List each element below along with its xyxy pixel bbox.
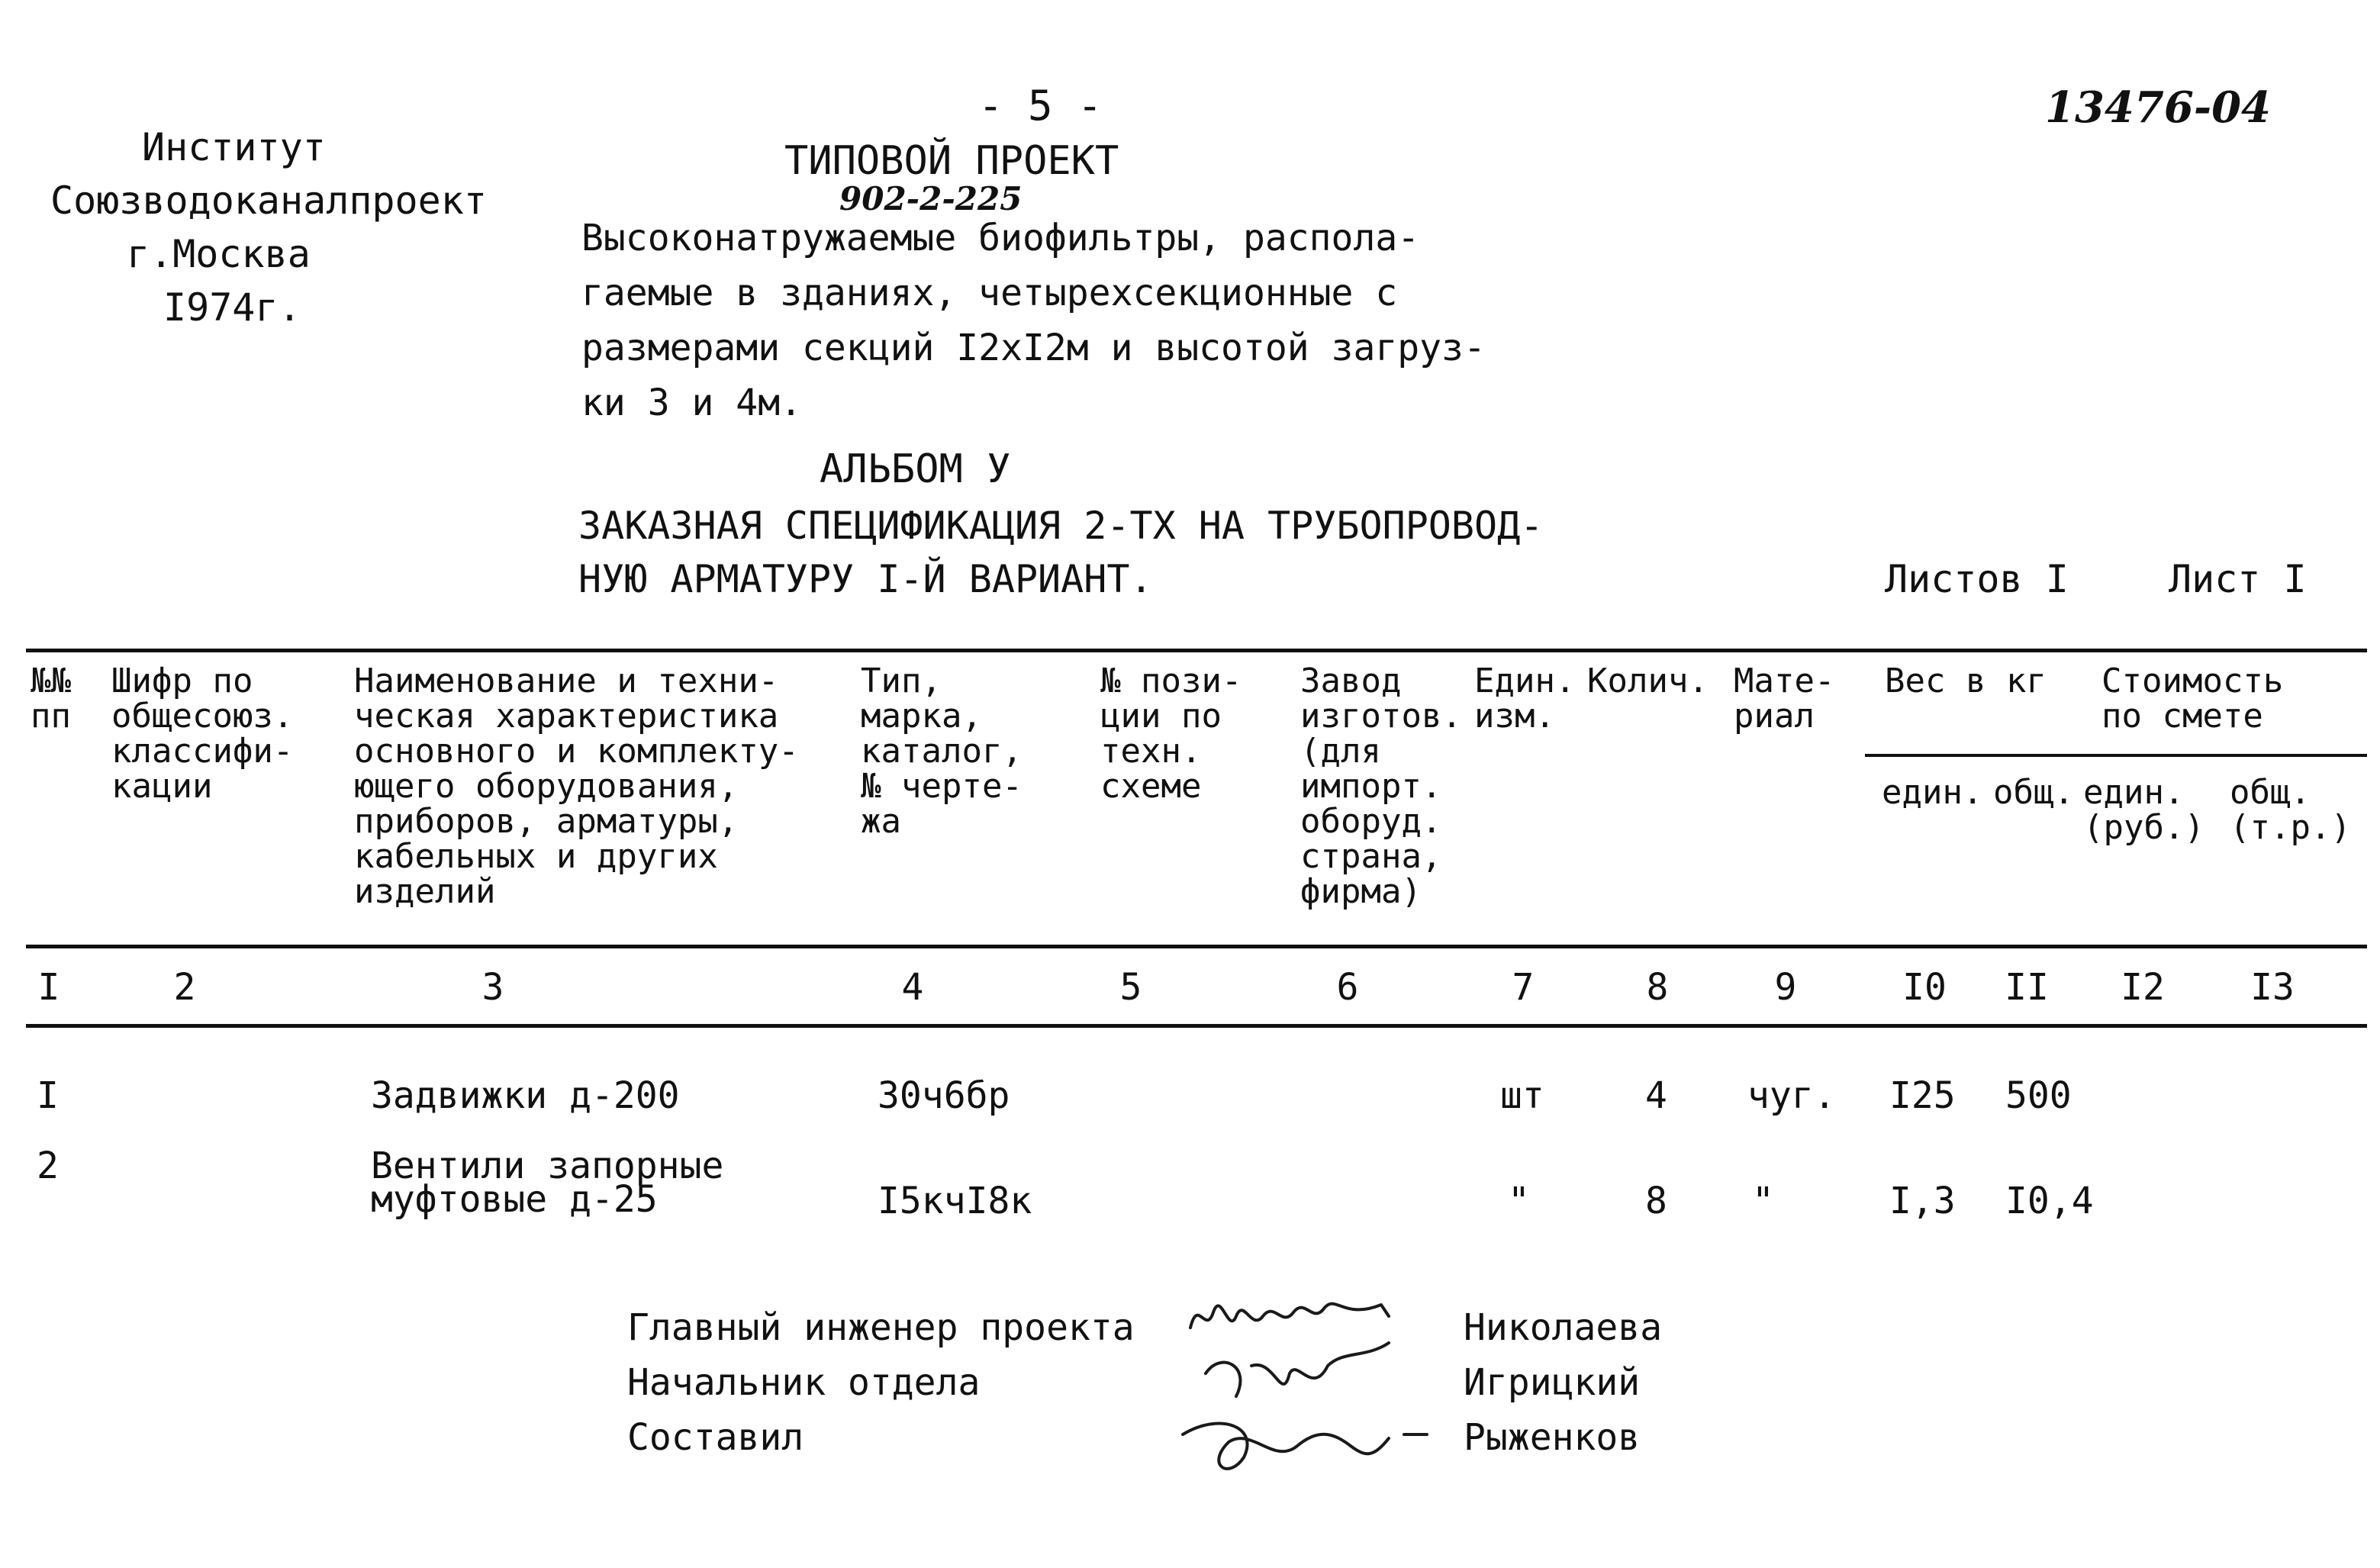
- signature-name: Николаева: [1464, 1306, 1663, 1349]
- header-col9: Мате- риал: [1734, 662, 1835, 736]
- item-material: чуг.: [1747, 1074, 1836, 1117]
- signature-role: Главный инженер проекта: [627, 1306, 1135, 1349]
- header-col5: № пози- ции по техн. схеме: [1100, 662, 1242, 806]
- header-col7: Един. изм.: [1474, 662, 1576, 736]
- column-number-rule: [26, 1024, 2367, 1028]
- project-title: ТИПОВОЙ ПРОЕКТ: [784, 138, 1119, 184]
- header-bottom-rule: [26, 945, 2367, 948]
- column-number: I3: [2250, 966, 2295, 1009]
- specification-title: ЗАКАЗНАЯ СПЕЦИФИКАЦИЯ 2-ТХ НА ТРУБОПРОВОД-: [578, 504, 1544, 548]
- header-col1: №№ пп: [31, 662, 71, 736]
- item-material: ": [1752, 1180, 1774, 1222]
- item-unit: ": [1508, 1180, 1530, 1222]
- institute-name: Союзводоканалпроект: [50, 179, 487, 223]
- project-description-line: гаемые в зданиях, четырехсекционные с: [581, 272, 1398, 314]
- item-type: I5кчI8к: [878, 1180, 1032, 1222]
- weight-cost-rule: [1865, 754, 2367, 757]
- column-number: 2: [173, 966, 196, 1009]
- sheets-total: Листов I: [1885, 557, 2069, 601]
- column-number: 5: [1119, 966, 1142, 1009]
- column-number: I: [37, 966, 60, 1009]
- table-top-rule: [26, 649, 2367, 652]
- header-weight-unit: един.: [1882, 773, 1983, 812]
- item-name: Задвижки д-200: [371, 1074, 680, 1117]
- header-col3: Наименование и техни- ческая характеристика основного и комплекту- ющего оборудования, приборов, арматуры, кабельных и других изделий: [354, 662, 799, 911]
- item-unit: шт: [1500, 1074, 1544, 1117]
- handwritten-signatures: [1160, 1282, 1450, 1496]
- item-type: 30ч6бр: [878, 1074, 1010, 1117]
- project-number: 902-2-225: [839, 180, 1023, 217]
- signature-name: Рыженков: [1464, 1416, 1641, 1459]
- item-weight-unit: I,3: [1889, 1180, 1956, 1222]
- institute-city: г.Москва: [127, 232, 311, 276]
- column-number: I2: [2121, 966, 2165, 1009]
- header-cost: Стоимость по смете: [2101, 662, 2284, 736]
- project-description-line: размерами секций I2xI2м и высотой загруз-: [581, 327, 1486, 369]
- header-col2: Шифр по общесоюз. классифи- кации: [111, 662, 294, 806]
- institute-year: I974г.: [163, 285, 301, 330]
- column-number: 4: [901, 966, 924, 1009]
- signature-name: Игрицкий: [1464, 1361, 1641, 1404]
- column-number: 6: [1336, 966, 1359, 1009]
- header-weight: Вес в кг: [1885, 662, 2047, 700]
- column-number: I0: [1902, 966, 1947, 1009]
- item-name: Вентили запорные муфтовые д-25: [371, 1145, 724, 1221]
- header-col8: Колич.: [1587, 662, 1709, 700]
- item-weight-total: I0,4: [2005, 1180, 2094, 1222]
- header-col4: Тип, марка, каталог, № черте- жа: [861, 662, 1023, 841]
- item-quantity: 4: [1645, 1074, 1667, 1117]
- document-code: 13476-04: [2045, 82, 2271, 133]
- page-number: - 5 -: [978, 82, 1103, 130]
- row-number: I: [37, 1074, 59, 1117]
- column-number: 9: [1774, 966, 1797, 1009]
- sheet-number: Лист I: [2169, 557, 2307, 601]
- institute-label: Институт: [142, 125, 326, 169]
- column-number: 8: [1646, 966, 1669, 1009]
- header-cost-total: общ. (т.р.): [2230, 773, 2351, 847]
- signature-role: Начальник отдела: [627, 1361, 981, 1404]
- column-number: 7: [1512, 966, 1535, 1009]
- header-weight-total: общ.: [1993, 773, 2074, 812]
- album-title: АЛЬБОМ У: [820, 446, 1011, 492]
- specification-title: НУЮ АРМАТУРУ I-Й ВАРИАНТ.: [578, 557, 1153, 601]
- item-quantity: 8: [1645, 1180, 1667, 1222]
- project-description-line: ки 3 и 4м.: [581, 382, 802, 424]
- header-col6: Завод изготов. (для импорт. оборуд. страна, фирма): [1300, 662, 1462, 911]
- row-number: 2: [37, 1145, 59, 1187]
- header-cost-unit: един. (руб.): [2083, 773, 2204, 847]
- item-weight-unit: I25: [1889, 1074, 1956, 1117]
- project-description-line: Высоконатружаемые биофильтры, распола-: [581, 217, 1420, 259]
- column-number: 3: [481, 966, 504, 1009]
- signature-role: Составил: [627, 1416, 804, 1459]
- column-number: II: [2005, 966, 2049, 1009]
- item-weight-total: 500: [2005, 1074, 2072, 1117]
